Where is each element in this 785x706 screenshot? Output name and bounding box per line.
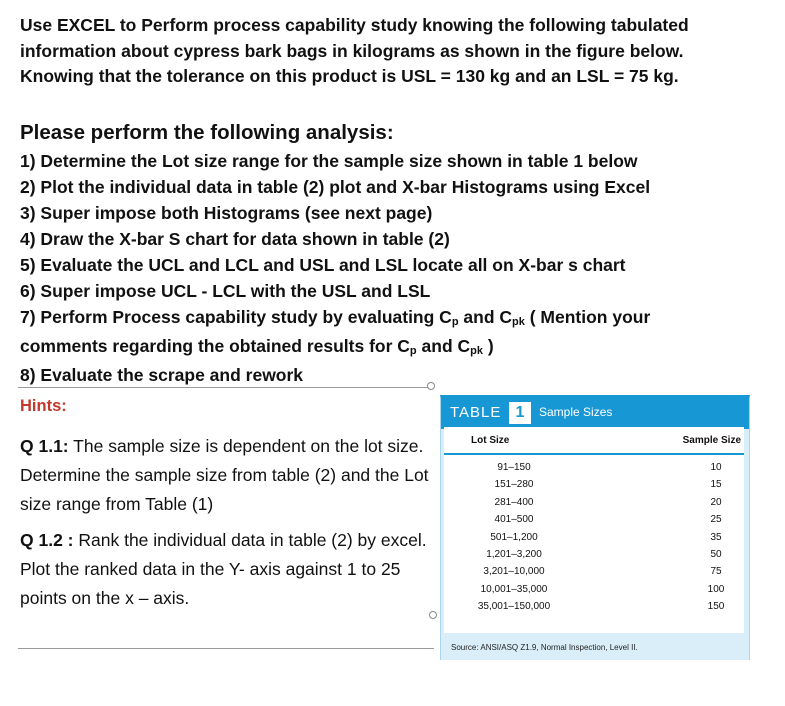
table-title: Sample Sizes xyxy=(539,405,613,419)
intro-line-2: information about cypress bark bags in kilograms as shown in the figure below. xyxy=(20,40,684,61)
analysis-item-6: 6) Super impose UCL - LCL with the USL and LSL xyxy=(20,281,431,301)
sample-size-cell: 35 xyxy=(710,531,722,543)
lot-size-cell: 1,201–3,200 xyxy=(486,548,542,560)
lot-size-cell: 35,001–150,000 xyxy=(477,601,551,613)
sample-size-cell: 15 xyxy=(710,479,722,491)
table-row xyxy=(444,532,744,549)
hints-bottom-divider xyxy=(18,648,434,649)
table-number: 1 xyxy=(509,402,531,424)
sample-size-cell: 75 xyxy=(710,566,722,578)
item7-line2-text-a: comments regarding the obtained results for C xyxy=(20,336,410,356)
intro-paragraph xyxy=(20,13,780,90)
table-row xyxy=(444,514,744,531)
lot-size-cell: 151–280 xyxy=(494,479,534,491)
table-row xyxy=(444,566,744,583)
sample-size-cell: 150 xyxy=(707,601,725,613)
resize-handle-top[interactable] xyxy=(427,382,435,390)
table-row xyxy=(444,584,744,601)
analysis-list xyxy=(20,148,780,388)
sample-size-cell: 20 xyxy=(710,496,722,508)
table-word: TABLE xyxy=(450,404,502,421)
hints-top-divider xyxy=(18,387,434,388)
sample-size-cell: 10 xyxy=(710,462,722,473)
lot-size-cell: 501–1,200 xyxy=(490,531,538,543)
hint-q2-label: Q 1.2 : xyxy=(20,530,74,550)
analysis-item-3: 3) Super impose both Histograms (see next page) xyxy=(20,203,433,223)
sample-size-table xyxy=(440,395,750,660)
lot-size-cell: 91–150 xyxy=(497,462,531,473)
table-header xyxy=(441,398,749,429)
analysis-item-7-continued xyxy=(20,333,780,362)
analysis-item-8: 8) Evaluate the scrape and rework xyxy=(20,365,304,385)
item7-line2-text-c: ) xyxy=(482,336,494,356)
item7-sub-p: p xyxy=(451,316,459,328)
item7-line2-sub-p: p xyxy=(409,345,417,357)
column-header-sample-size: Sample Size xyxy=(682,435,741,446)
hints-title: Hints: xyxy=(20,397,67,415)
hint-q2 xyxy=(20,526,430,613)
item7-line2-sub-pk: pk xyxy=(470,345,483,357)
sample-size-cell: 50 xyxy=(710,548,722,560)
table-row xyxy=(444,479,744,496)
item7-sub-pk: pk xyxy=(512,316,525,328)
table-source-note: Source: ANSI/ASQ Z1.9, Normal Inspection, Level II. xyxy=(451,643,638,652)
lot-size-cell: 401–500 xyxy=(494,514,534,526)
table-row xyxy=(444,549,744,566)
analysis-section xyxy=(20,120,780,388)
analysis-item-5: 5) Evaluate the UCL and LCL and USL and LSL locate all on X-bar s chart xyxy=(20,255,626,275)
intro-line-1: Use EXCEL to Perform process capability study knowing the following tabulated xyxy=(20,15,689,35)
table-row xyxy=(444,462,744,479)
hint-q1-text: The sample size is dependent on the lot size. Determine the sample size from table (2) and the Lot size range from Table (1) xyxy=(20,436,429,514)
lot-size-cell: 10,001–35,000 xyxy=(480,583,548,595)
table-row xyxy=(444,497,744,514)
lot-size-cell: 3,201–10,000 xyxy=(483,566,545,578)
resize-handle-bottom[interactable] xyxy=(429,611,437,619)
analysis-item-7 xyxy=(20,304,780,333)
item7-text-c: ( Mention your xyxy=(524,307,651,327)
item7-text-b: and C xyxy=(458,307,513,327)
sample-size-cell: 25 xyxy=(710,514,722,526)
column-header-lot-size: Lot Size xyxy=(471,435,510,446)
table-rows xyxy=(444,462,744,619)
hint-q2-text: Rank the individual data in table (2) by excel. Plot the ranked data in the Y- axis against 1 to 25 points on the x – axis. xyxy=(20,530,427,608)
table-body xyxy=(444,427,744,633)
analysis-item-2: 2) Plot the individual data in table (2) plot and X-bar Histograms using Excel xyxy=(20,177,651,197)
header-rule xyxy=(444,453,744,455)
table-row xyxy=(444,601,744,618)
analysis-item-1: 1) Determine the Lot size range for the sample size shown in table 1 below xyxy=(20,151,638,171)
analysis-item-4: 4) Draw the X-bar S chart for data shown in table (2) xyxy=(20,229,450,249)
lot-size-cell: 281–400 xyxy=(494,496,534,508)
sample-size-cell: 100 xyxy=(707,583,725,595)
item7-text-a: 7) Perform Process capability study by evaluating C xyxy=(20,307,452,327)
hint-q1 xyxy=(20,432,430,519)
item7-line2-text-b: and C xyxy=(416,336,471,356)
intro-line-3: Knowing that the tolerance on this product is USL = 130 kg and an LSL = 75 kg. xyxy=(20,66,679,86)
hint-q1-label: Q 1.1: xyxy=(20,436,69,456)
analysis-heading: Please perform the following analysis: xyxy=(20,121,394,144)
